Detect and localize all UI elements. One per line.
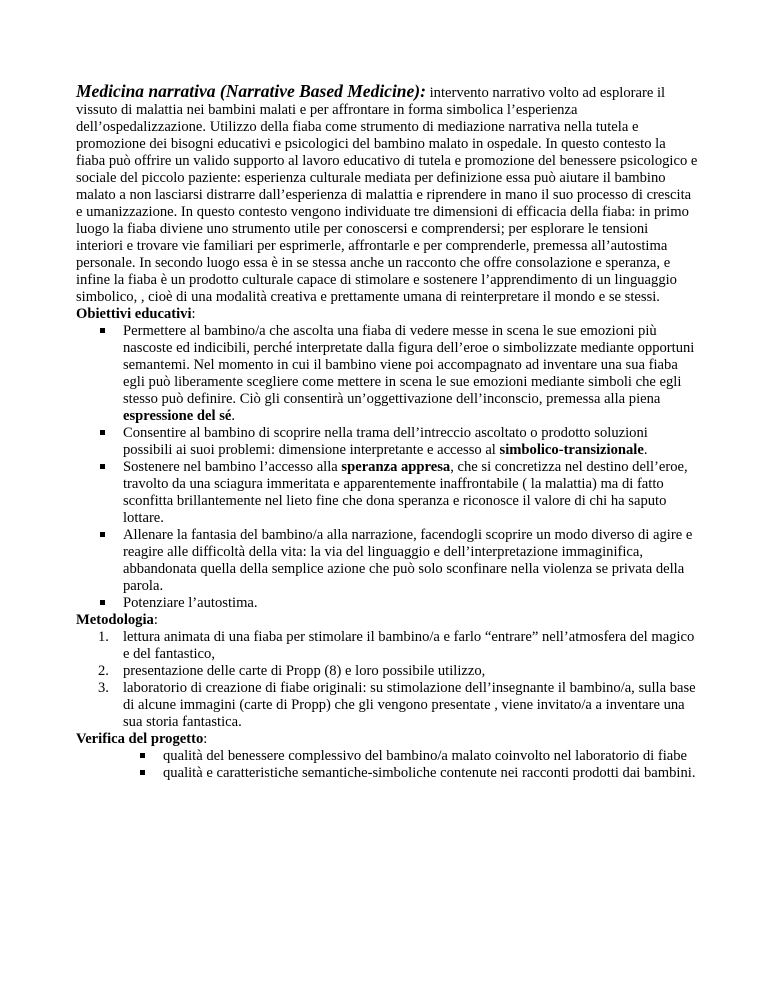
metodologia-colon: :: [153, 612, 158, 628]
metodologia-item: [98, 680, 698, 731]
verifica-item: [138, 748, 698, 765]
square-bullet-icon: [100, 430, 105, 435]
verifica-colon: :: [203, 731, 208, 747]
verifica-list: [76, 748, 698, 782]
metodologia-heading-line: [76, 612, 698, 629]
obiettivi-item: [98, 323, 698, 425]
step-number: 1.: [98, 629, 109, 645]
intro-text: intervento narrativo volto ad esplorare il vissuto di malattia nei bambini malati e per affrontare in forma simbolica l’esperienza dell’ospedalizzazione. Utilizzo della fiaba come strumento di mediazione narrativa nella tutela e promozione dei bisogni educativi e psicologici del bambino malato in ospedale. In questo contesto la fiaba può offrire un valido supporto al lavoro educativo di tutela e promozione del benessere psicologico e sociale del piccolo paziente: esperienza culturale mediata per definizione essa può aiutare il bambino malato a non lasciarsi distrarre dall’esperienza di malattia e riprendere in mano il suo processo di crescita e umanizzazione. In questo contesto vengono individuate tre dimensioni di efficacia della fiaba: in primo luogo la fiaba diviene uno strumento utile per conoscersi e comprendersi; per esplorare le tensioni interiori e trovare vie familiari per esprimerle, affrontarle e per comprenderle, premessa all’autostima personale. In secondo luogo essa è in se stessa anche un racconto che offre consolazione e speranza, e infine la fiaba è un prodotto culturale capace di stimolare e sostenere l’apprendimento di un linguaggio simbolico, , cioè di una modalità creativa e prettamente umana di reinterpretare il mondo e se stessi.: [76, 85, 698, 305]
obiettivi-item-text: Potenziare l’autostima.: [123, 595, 258, 611]
square-bullet-icon: [140, 753, 145, 758]
obiettivi-item: [98, 527, 698, 595]
metodologia-list: [76, 629, 698, 731]
obiettivi-item-text: Consentire al bambino di scoprire nella trama dell’intreccio ascoltato o prodotto soluzioni possibili ai suoi problemi: dimensione interpretante e accesso al: [123, 425, 648, 458]
obiettivi-item-bold: simbolico-transizionale: [499, 442, 644, 458]
metodologia-item: [98, 663, 698, 680]
verifica-heading-line: [76, 731, 698, 748]
obiettivi-list: [76, 323, 698, 612]
obiettivi-item-text: Permettere al bambino/a che ascolta una fiaba di vedere messe in scena le sue emozioni più nascoste ed indicibili, perché interpretate dalla figura dell’eroe o simbolizzate mediante opportuni semantemi. Nel momento in cui il bambino viene poi accompagnato ad inventare una sua fiaba egli può liberamente scegliere come mettere in scena le sue emozioni mediante simboli che egli stesso può definire. Ciò gli consentirà un’oggettivazione dell’inconscio, premessa alla piena: [123, 323, 695, 407]
square-bullet-icon: [140, 770, 145, 775]
obiettivi-item-text: Sostenere nel bambino l’accesso alla: [123, 459, 342, 475]
step-text: lettura animata di una fiaba per stimolare il bambino/a e farlo “entrare” nell’atmosfera del magico e del fantastico,: [123, 629, 695, 662]
obiettivi-colon: :: [191, 306, 196, 322]
verifica-heading: Verifica del progetto: [76, 731, 204, 747]
square-bullet-icon: [100, 600, 105, 605]
step-number: 3.: [98, 680, 109, 696]
obiettivi-item-text-end: , che si concretizza nel destino dell’eroe, travolto da una sciagura immeritata e apparentemente inaffrontabile ( la malattia) ma di fatto sconfitta brillantemente nel lieto fine che dona speranza e riconosce il valore di chi ha saputo lottare.: [123, 459, 688, 526]
verifica-item: [138, 765, 698, 782]
step-number: 2.: [98, 663, 109, 679]
document-page: [76, 83, 698, 782]
step-text: presentazione delle carte di Propp (8) e loro possibile utilizzo,: [123, 663, 486, 679]
obiettivi-item: [98, 425, 698, 459]
obiettivi-item-bold: espressione del sé: [123, 408, 232, 424]
document-title: Medicina narrativa (Narrative Based Medicine):: [76, 81, 426, 101]
obiettivi-item-text-end: .: [643, 442, 648, 458]
obiettivi-item-text: Allenare la fantasia del bambino/a alla narrazione, facendogli scoprire un modo diverso di agire e reagire alle difficoltà della vita: la via del linguaggio e dell’interpretazione immaginifica, abbandonata quella della semplice azione che può solo sconfinare nella violenza se privata della parola.: [123, 527, 693, 594]
square-bullet-icon: [100, 532, 105, 537]
obiettivi-item-text-end: .: [231, 408, 236, 424]
obiettivi-item: [98, 595, 698, 612]
verifica-item-text: qualità e caratteristiche semantiche-simboliche contenute nei racconti prodotti dai bambini.: [163, 765, 696, 781]
square-bullet-icon: [100, 464, 105, 469]
intro-paragraph: [76, 83, 698, 306]
metodologia-item: [98, 629, 698, 663]
step-text: laboratorio di creazione di fiabe originali: su stimolazione dell’insegnante il bambino/a, sulla base di alcune immagini (carte di Propp) che gli vengono presentate , viene invitato/a a inventare una sua storia fantastica.: [123, 680, 696, 730]
metodologia-heading: Metodologia: [76, 612, 154, 628]
verifica-item-text: qualità del benessere complessivo del bambino/a malato coinvolto nel laboratorio di fiabe: [163, 748, 687, 764]
square-bullet-icon: [100, 328, 105, 333]
obiettivi-item: [98, 459, 698, 527]
obiettivi-heading-line: [76, 306, 698, 323]
obiettivi-heading: Obiettivi educativi: [76, 306, 192, 322]
obiettivi-item-bold: speranza appresa: [341, 459, 451, 475]
